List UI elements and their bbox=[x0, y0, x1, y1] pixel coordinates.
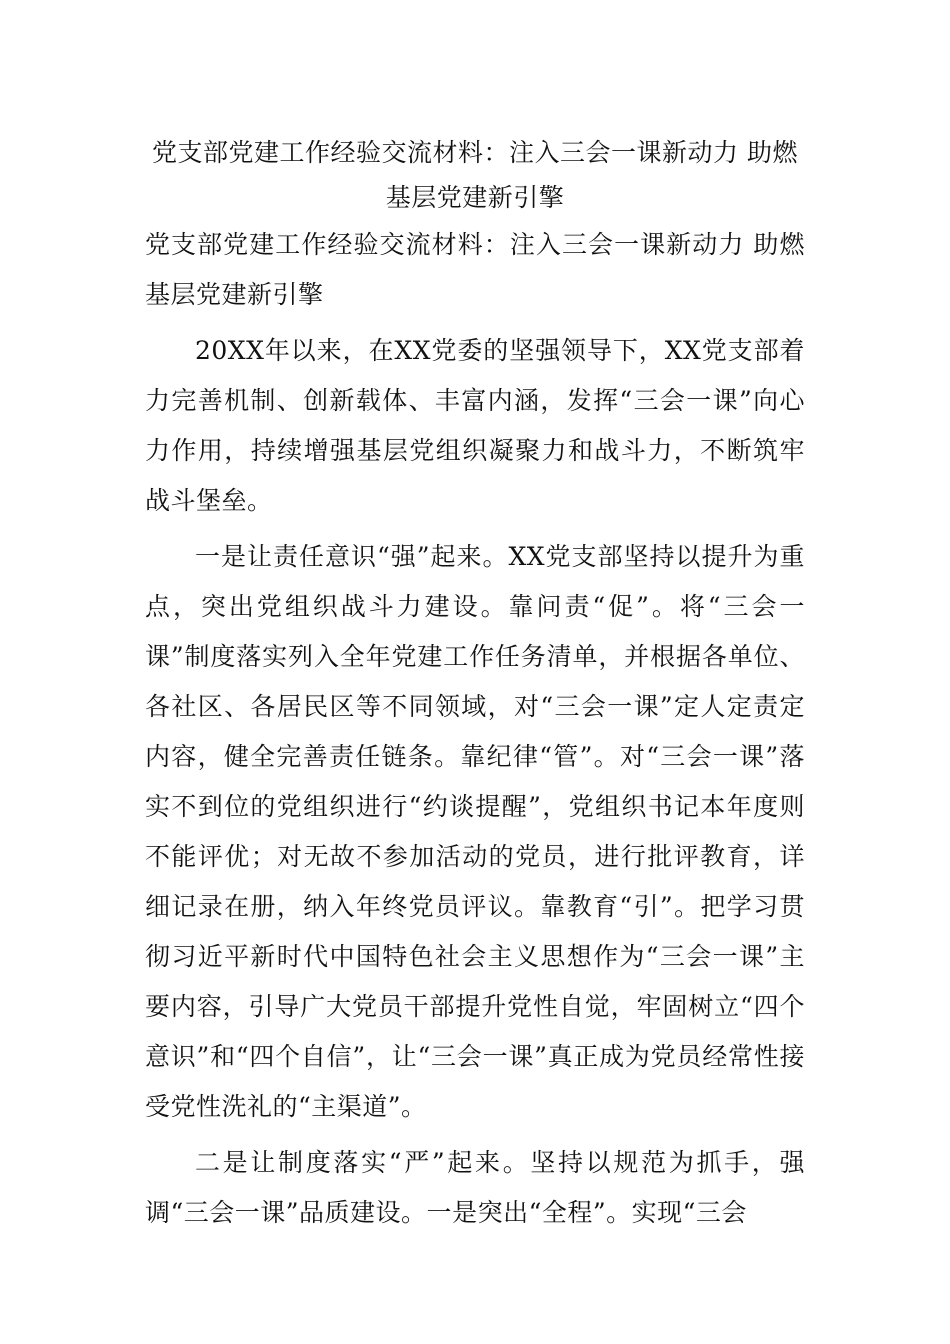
paragraph-intro: 20XX年以来，在XX党委的坚强领导下，XX党支部着力完善机制、创新载体、丰富内涵，发挥“三会一课”向心力作用，持续增强基层党组织凝聚力和战斗力，不断筑牢战斗堡垒。 bbox=[145, 336, 805, 515]
paragraph-system: 二是让制度落实“严”起来。坚持以规范为抓手，强调“三会一课”品质建设。一是突出“全程”。实现“三会 bbox=[145, 1148, 805, 1227]
document-subtitle: 党支部党建工作经验交流材料：注入三会一课新动力 助燃基层党建新引擎 bbox=[145, 230, 805, 309]
paragraph-responsibility: 一是让责任意识“强”起来。XX党支部坚持以提升为重点，突出党组织战斗力建设。靠问责“促”。将“三会一课”制度落实列入全年党建工作任务清单，并根据各单位、各社区、各居民区等不同领域，对“三会一课”定人定责定内容，健全完善责任链条。靠纪律“管”。对“三会一课”落实不到位的党组织进行“约谈提醒”，党组织书记本年度则不能评优；对无故不参加活动的党员，进行批评教育，详细记录在册，纳入年终党员评议。靠教育“引”。把学习贯彻习近平新时代中国特色社会主义思想作为“三会一课”主要内容，引导广大党员干部提升党性自觉，牢固树立“四个意识”和“四个自信”，让“三会一课”真正成为党员经常性接受党性洗礼的“主渠道”。 bbox=[145, 542, 805, 1121]
document-page bbox=[145, 130, 805, 1238]
document-title: 党支部党建工作经验交流材料：注入三会一课新动力 助燃基层党建新引擎 bbox=[152, 138, 798, 212]
